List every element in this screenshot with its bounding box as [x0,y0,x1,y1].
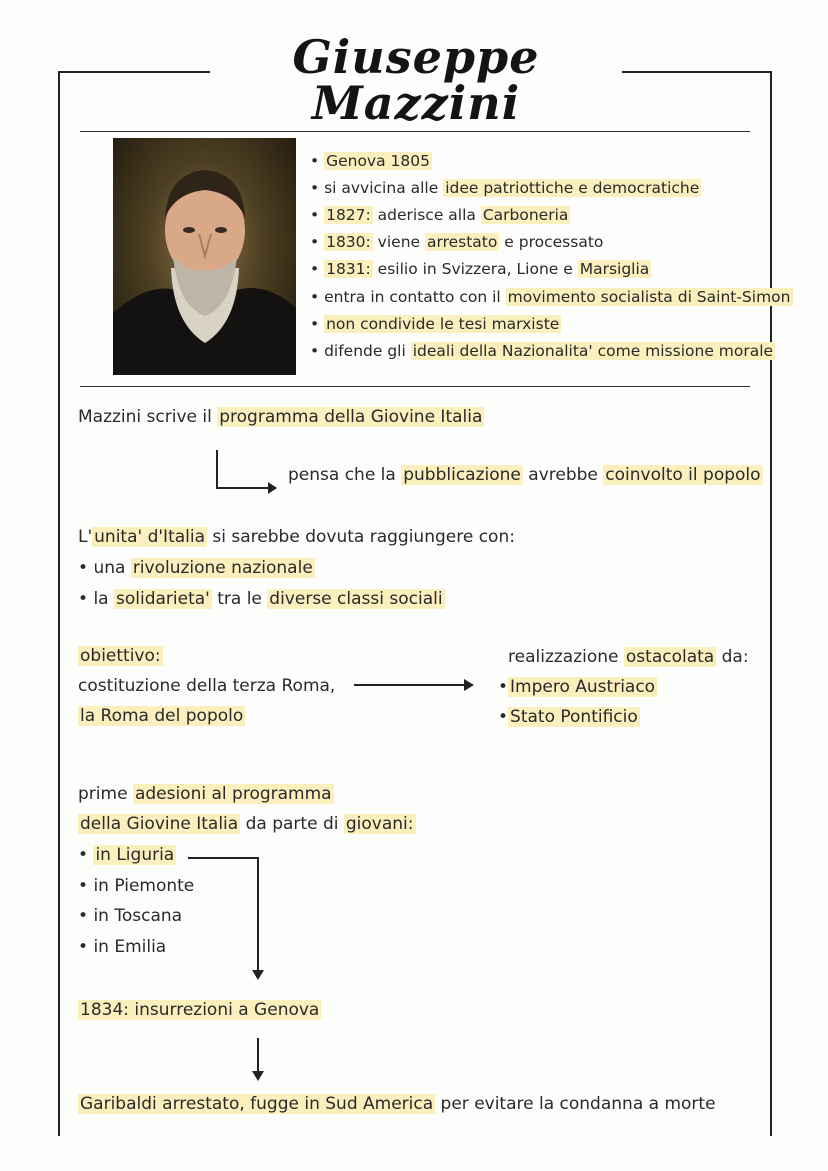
sec3-line1: costituzione della terza Roma, [78,676,336,696]
frame-top-right [622,71,772,73]
divider-mid [80,386,750,387]
sec1-arrow-head [268,482,277,494]
sec5-arrow-head [252,1071,264,1081]
sec3-line2: la Roma del popolo [80,706,244,726]
frame-top-left [58,71,210,73]
bio-item-2: • si avvicina alle idee patriottiche e democratiche [310,179,700,197]
page-title: Giuseppe Mazzini [292,30,540,130]
sec1-consequence: pensa che la pubblicazione avrebbe coinvolto il popolo [288,465,761,485]
frame-left [58,71,60,1136]
sec4-arrow-horizontal [188,857,258,859]
bio-item-8: • difende gli ideali della Nazionalita' come missione morale [310,342,774,360]
sec5-arrow-vertical [257,1038,259,1073]
sec1-arrow-horizontal [216,487,270,489]
sec5-final: Garibaldi arrestato, fugge in Sud America per evitare la condanna a morte [80,1094,716,1114]
sec3-arrow-line [354,684,466,686]
sec5-event: 1834: insurrezioni a Genova [80,1000,320,1020]
divider-top [80,131,750,132]
bio-item-4: • 1830: viene arrestato e processato [310,233,604,251]
sec4-arrow-vertical [257,857,259,971]
sec1-line: Mazzini scrive il programma della Giovine Italia [78,407,483,427]
sec4-line2: della Giovine Italia da parte di giovani: [80,814,414,834]
bio-item-1: • Genova 1805 [310,152,430,170]
sec3-label: obiettivo: [80,646,161,666]
portrait-illustration [113,138,296,375]
region-item: • in Toscana [78,906,183,926]
sec3-arrow-head [464,679,474,691]
sec4-line1: prime adesioni al programma [78,784,332,804]
bio-item-7: • non condivide le tesi marxiste [310,315,560,333]
region-item: • in Emilia [78,937,167,957]
sec3-obstacle-1: • Impero Austriaco [498,677,656,697]
bio-item-6: • entra in contatto con il movimento socialista di Saint-Simon [310,288,791,306]
frame-right [770,71,772,1136]
sec3-obstacle-2: • Stato Pontificio [498,707,638,727]
sec1-arrow-vertical [216,450,218,488]
sec4-arrow-head [252,970,264,980]
bio-item-3: • 1827: aderisce alla Carboneria [310,206,569,224]
sec2-item-1: • una rivoluzione nazionale [78,558,313,578]
sec2-item-2: • la solidarieta' tra le diverse classi sociali [78,589,443,609]
region-item: • in Piemonte [78,876,195,896]
bio-item-5: • 1831: esilio in Svizzera, Lione e Marsiglia [310,260,650,278]
sec2-intro: L' unita' d'Italia si sarebbe dovuta raggiungere con: [78,527,515,547]
region-item: • in Liguria [78,845,175,865]
portrait-image [113,138,296,375]
sec3-obstacle-intro: realizzazione ostacolata da: [508,647,749,667]
